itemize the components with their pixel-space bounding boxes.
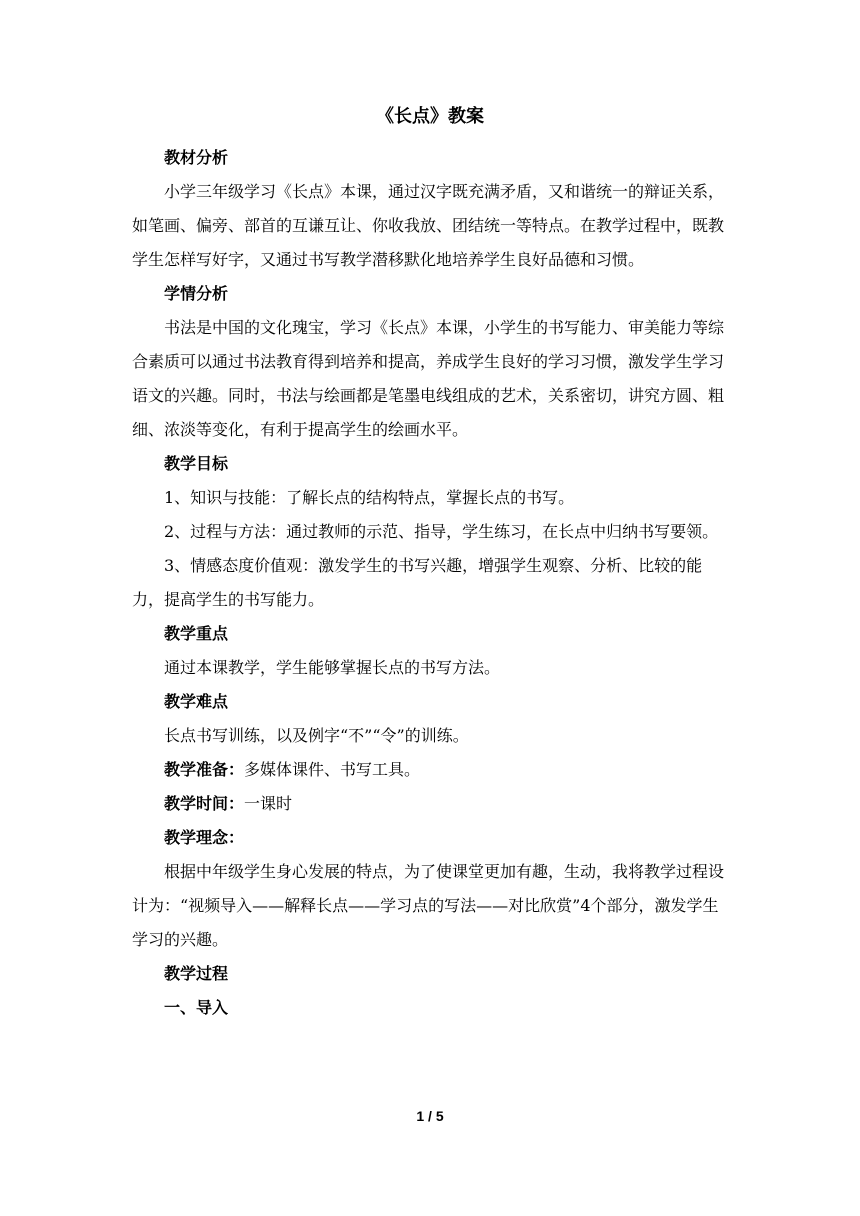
line-teaching-time [132, 787, 728, 821]
line-preparation [132, 753, 728, 787]
document-body [132, 141, 728, 1025]
paragraph-teaching-concept: 根据中年级学生身心发展的特点，为了使课堂更加有趣，生动，我将教学过程设计为：“视频导入——解释长点——学习点的写法——对比欣赏”4个部分，激发学生学习的兴趣。 [132, 862, 725, 949]
preparation-label: 教学准备： [164, 760, 245, 779]
heading-textbook-analysis: 教材分析 [164, 148, 229, 167]
goal-item-3: 3、情感态度价值观：激发学生的书写兴趣，增强学生观察、分析、比较的能力，提高学生的书写能力。 [132, 556, 703, 609]
heading-teaching-goals: 教学目标 [164, 454, 229, 473]
teaching-time-value: 一课时 [244, 794, 293, 813]
paragraph-textbook-analysis: 小学三年级学习《长点》本课，通过汉字既充满矛盾，又和谐统一的辩证关系，如笔画、偏旁、部首的互谦互让、你收我放、团结统一等特点。在教学过程中，既教学生怎样写好字，又通过书写教学潜移默化地培养学生良好品德和习惯。 [132, 182, 725, 269]
page-number: 1 / 5 [416, 1108, 444, 1124]
preparation-value: 多媒体课件、书写工具。 [244, 760, 421, 779]
heading-difficulties: 教学难点 [164, 692, 229, 711]
teaching-time-label: 教学时间： [164, 794, 245, 813]
goal-item-2: 2、过程与方法：通过教师的示范、指导，学生练习，在长点中归纳书写要领。 [164, 522, 719, 541]
goal-item-1: 1、知识与技能：了解长点的结构特点，掌握长点的书写。 [164, 488, 575, 507]
paragraph-difficulties: 长点书写训练，以及例字“不”“令”的训练。 [164, 726, 469, 745]
paragraph-student-analysis: 书法是中国的文化瑰宝，学习《长点》本课，小学生的书写能力、审美能力等综合素质可以通过书法教育得到培养和提高，养成学生良好的学习习惯，激发学生学习语文的兴趣。同时，书法与绘画都是笔墨电线组成的艺术，关系密切，讲究方圆、粗细、浓淡等变化，有利于提高学生的绘画水平。 [132, 318, 725, 439]
document-title: 《长点》教案 [376, 106, 484, 127]
heading-teaching-process: 教学过程 [164, 964, 229, 983]
heading-step-introduction: 一、导入 [164, 998, 229, 1017]
heading-student-analysis: 学情分析 [164, 284, 229, 303]
heading-key-points: 教学重点 [164, 624, 229, 643]
paragraph-key-points: 通过本课教学，学生能够掌握长点的书写方法。 [164, 658, 501, 677]
heading-teaching-concept: 教学理念： [164, 828, 245, 847]
